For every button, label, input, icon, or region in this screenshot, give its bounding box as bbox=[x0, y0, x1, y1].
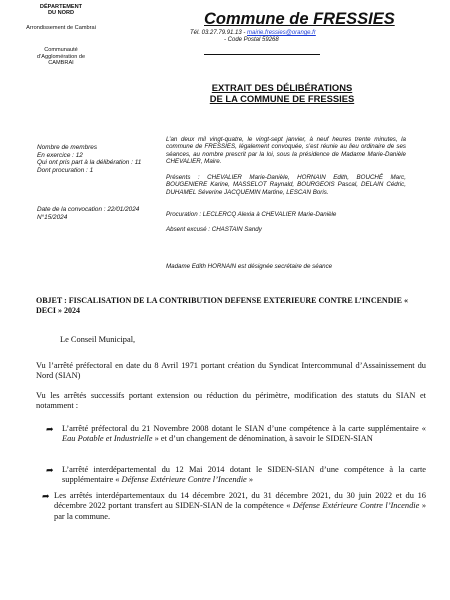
communaute-line: Communauté bbox=[44, 47, 78, 54]
conseil-municipal: Le Conseil Municipal, bbox=[60, 335, 136, 344]
members-block bbox=[37, 144, 141, 174]
arrow-bullet-icon: ➦ bbox=[46, 424, 54, 434]
phone-email-line bbox=[190, 30, 316, 37]
item-text: » et d’un changement de dénomination, à savoir le SIDEN-SIAN bbox=[152, 434, 373, 444]
session-intro: L’an deux mil vingt-quatre, le vingt-sept janvier, à neuf heures trente minutes, la commune de FRESSIES, légalement convoquée, s’est réunie au lieu ordinaire de ses séances, au nombre prescrit par la loi, sous la présidence de Madame Marie-Danièle CHEVALIER, Maire. bbox=[166, 136, 406, 165]
communaute-line: d’Agglomération de bbox=[36, 53, 86, 60]
absent-excuse: Absent excusé : CHASTAIN Sandy bbox=[166, 226, 262, 233]
list-item bbox=[46, 465, 426, 486]
department-line: DU NORD bbox=[47, 10, 75, 17]
item-text: L’arrêté interdépartemental du 12 Mai 2014 dotant le SIDEN-SIAN d’une compétence à la carte supplémentaire « bbox=[62, 465, 426, 485]
item-emphasis: Eau Potable et Industrielle bbox=[62, 434, 153, 444]
postal-code: - Code Postal 59268 bbox=[224, 37, 279, 44]
convocation-date: Date de la convocation : 22/01/2024 bbox=[37, 206, 140, 213]
header-rule bbox=[204, 54, 320, 55]
item-text: Les arrêtés interdépartementaux du 14 décembre 2021, du 31 décembre 2021, du 30 juin 2022 et du 16 décembre 2022 portant transfert au SIDEN-SIAN de la compétence « bbox=[54, 491, 426, 511]
vu-paragraph: Vu les arrêtés successifs portant extension ou réduction du périmètre, modification des statuts du SIAN et notamment : bbox=[36, 391, 426, 411]
convocation-block bbox=[37, 206, 139, 221]
list-item bbox=[42, 491, 427, 522]
item-emphasis: Défense Extérieure Contre l’Incendie bbox=[121, 475, 247, 485]
arrondissement: Arrondissement de Cambrai bbox=[26, 24, 96, 31]
item-text: L’arrêté préfectoral du 21 Novembre 2008 dotant le SIAN d’une compétence à la carte supplémentaire « bbox=[62, 424, 426, 433]
communaute-line: CAMBRAI bbox=[48, 60, 74, 67]
spacer bbox=[26, 17, 96, 25]
members-line: Nombre de membres bbox=[37, 144, 98, 151]
title-line: DE LA COMMUNE DE FRESSIES bbox=[209, 92, 355, 104]
contact-block bbox=[190, 30, 316, 44]
phone: Tél. 03.27.79.91.13 - bbox=[190, 30, 246, 36]
left-header bbox=[26, 4, 96, 66]
email-link[interactable]: mairie.fressies@orange.fr bbox=[247, 30, 316, 36]
commune-title: Commune de FRESSIES bbox=[204, 10, 395, 28]
members-line: Dont procuration : 1 bbox=[37, 166, 94, 174]
item-text: » bbox=[246, 475, 254, 485]
title-line: EXTRAIT DES DÉLIBÉRATIONS bbox=[211, 82, 353, 93]
document-title bbox=[185, 83, 379, 104]
arrow-bullet-icon: ➦ bbox=[42, 491, 50, 501]
item-text: » par la commune. bbox=[54, 501, 427, 521]
list-item bbox=[46, 424, 426, 445]
deliberation-number: N°15/2024 bbox=[37, 213, 68, 221]
procuration: Procuration : LECLERCQ Alexia à CHEVALIER Marie-Danièle bbox=[166, 211, 337, 218]
objet-heading: OBJET : FISCALISATION DE LA CONTRIBUTION DEFENSE EXTERIEURE CONTRE L’INCENDIE « DECI » 2024 bbox=[36, 296, 408, 316]
secretaire: Madame Edith HORNAIN est désignée secrétaire de séance bbox=[166, 263, 333, 270]
members-line: Qui ont pris part à la délibération : 11 bbox=[37, 159, 142, 166]
item-emphasis: Défense Extérieure Contre l’Incendie bbox=[292, 501, 420, 511]
department-line: DÉPARTEMENT bbox=[39, 4, 83, 10]
members-line: En exercice : 12 bbox=[37, 151, 83, 159]
presents-list: Présents : CHEVALIER Marie-Danièle, HORNAIN Edith, BOUCHÉ Marc, BOUGENIERE Karine, MASSELOT Raynald, BOURGEOIS Pascal, DELAIN Cédric, DUHAMEL Séverine JACQUEMIN Martine, LESCAN Boris. bbox=[166, 174, 406, 196]
spacer bbox=[26, 31, 96, 39]
arrow-bullet-icon: ➦ bbox=[46, 465, 54, 475]
vu-paragraph: Vu l’arrêté préfectoral en date du 8 Avril 1971 portant création du Syndicat Intercommunal d’Assainissement du Nord (SIAN) bbox=[36, 361, 426, 381]
spacer bbox=[26, 39, 96, 47]
